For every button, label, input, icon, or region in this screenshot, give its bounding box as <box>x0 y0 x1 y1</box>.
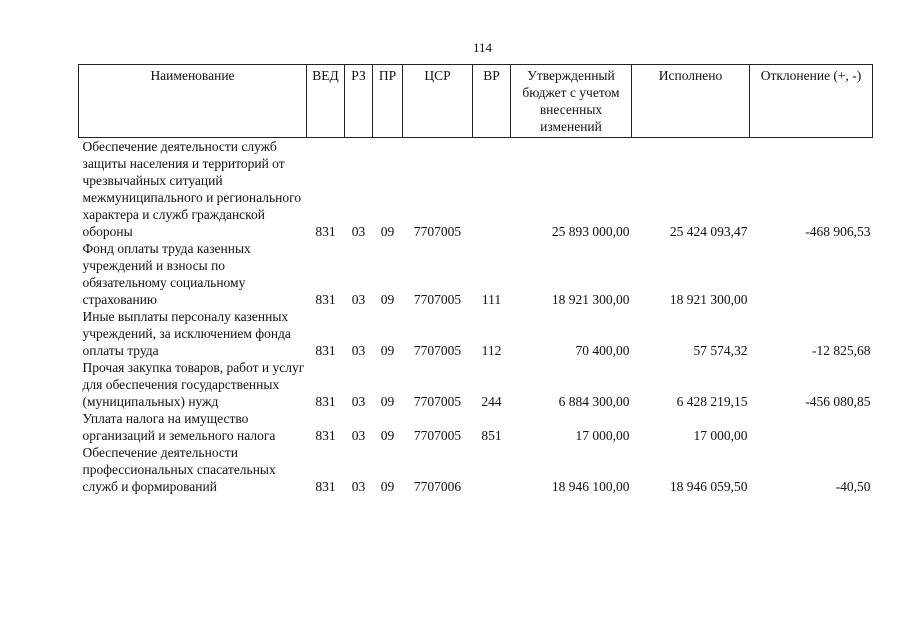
row-rz: 03 <box>351 479 366 494</box>
row-vr <box>473 444 511 495</box>
row-executed: 18 921 300,00 <box>669 292 748 307</box>
row-executed: 17 000,00 <box>693 428 748 443</box>
header-name: Наименование <box>79 65 307 138</box>
row-rz: 03 <box>351 428 366 443</box>
row-executed: 57 574,32 <box>693 343 748 358</box>
row-pr: 09 <box>380 292 395 307</box>
row-approved: 70 400,00 <box>575 343 630 358</box>
row-pr: 09 <box>380 343 395 358</box>
row-ved: 831 <box>315 292 336 307</box>
budget-execution-table <box>78 64 873 495</box>
row-name: Иные выплаты персоналу казенных учреждений, за исключением фонда оплаты труда <box>82 309 291 358</box>
table-row <box>79 410 873 444</box>
row-csr: 7707005 <box>413 343 462 358</box>
row-name: Фонд оплаты труда казенных учреждений и взносы по обязательному социальному страхованию <box>82 241 251 307</box>
row-pr: 09 <box>380 224 395 239</box>
table-row <box>79 240 873 308</box>
row-csr: 7707005 <box>413 224 462 239</box>
row-approved: 25 893 000,00 <box>551 224 630 239</box>
row-executed: 25 424 093,47 <box>669 224 748 239</box>
table-header <box>79 65 873 138</box>
row-ved: 831 <box>315 428 336 443</box>
row-rz: 03 <box>351 394 366 409</box>
row-name: Прочая закупка товаров, работ и услуг для обеспечения государственных (муниципальных) нужд <box>82 360 305 409</box>
row-approved: 18 946 100,00 <box>551 479 630 494</box>
row-vr <box>473 138 511 241</box>
header-ved: ВЕД <box>307 65 345 138</box>
row-ved: 831 <box>315 479 336 494</box>
table-body <box>79 138 873 496</box>
row-csr: 7707005 <box>413 292 462 307</box>
row-approved: 18 921 300,00 <box>551 292 630 307</box>
row-ved: 831 <box>315 394 336 409</box>
row-pr: 09 <box>380 479 395 494</box>
header-vr: ВР <box>473 65 511 138</box>
row-pr: 09 <box>380 428 395 443</box>
table-row <box>79 308 873 359</box>
row-approved: 17 000,00 <box>575 428 630 443</box>
row-deviation <box>750 410 873 444</box>
header-pr: ПР <box>373 65 403 138</box>
row-executed: 18 946 059,50 <box>669 479 748 494</box>
table-row <box>79 444 873 495</box>
row-rz: 03 <box>351 292 366 307</box>
table-row <box>79 359 873 410</box>
row-name: Обеспечение деятельности профессиональных спасательных служб и формирований <box>82 445 276 494</box>
row-approved: 6 884 300,00 <box>558 394 630 409</box>
table-row <box>79 138 873 241</box>
row-deviation <box>750 240 873 308</box>
row-csr: 7707005 <box>413 428 462 443</box>
row-vr: 111 <box>481 292 502 307</box>
row-name: Обеспечение деятельности служб защиты населения и территорий от чрезвычайных ситуаций межмуниципального и регионального характера и служб гражданской обороны <box>82 139 302 239</box>
row-rz: 03 <box>351 343 366 358</box>
row-vr: 112 <box>481 343 502 358</box>
row-rz: 03 <box>351 224 366 239</box>
row-pr: 09 <box>380 394 395 409</box>
page-number: 114 <box>472 40 493 55</box>
row-csr: 7707006 <box>413 479 462 494</box>
row-executed: 6 428 219,15 <box>676 394 748 409</box>
row-ved: 831 <box>315 343 336 358</box>
header-csr: ЦСР <box>403 65 473 138</box>
header-rz: РЗ <box>345 65 373 138</box>
row-deviation: -12 825,68 <box>812 343 871 358</box>
header-executed: Исполнено <box>632 65 750 138</box>
row-deviation: -40,50 <box>835 479 871 494</box>
row-deviation: -456 080,85 <box>805 394 871 409</box>
header-approved: Утвержденный бюджет с учетом внесенных изменений <box>511 65 632 138</box>
row-ved: 831 <box>315 224 336 239</box>
row-deviation: -468 906,53 <box>805 224 871 239</box>
row-csr: 7707005 <box>413 394 462 409</box>
row-name: Уплата налога на имущество организаций и земельного налога <box>82 411 276 443</box>
header-deviation: Отклонение (+, -) <box>750 65 873 138</box>
row-vr: 851 <box>481 428 502 443</box>
row-vr: 244 <box>481 394 502 409</box>
